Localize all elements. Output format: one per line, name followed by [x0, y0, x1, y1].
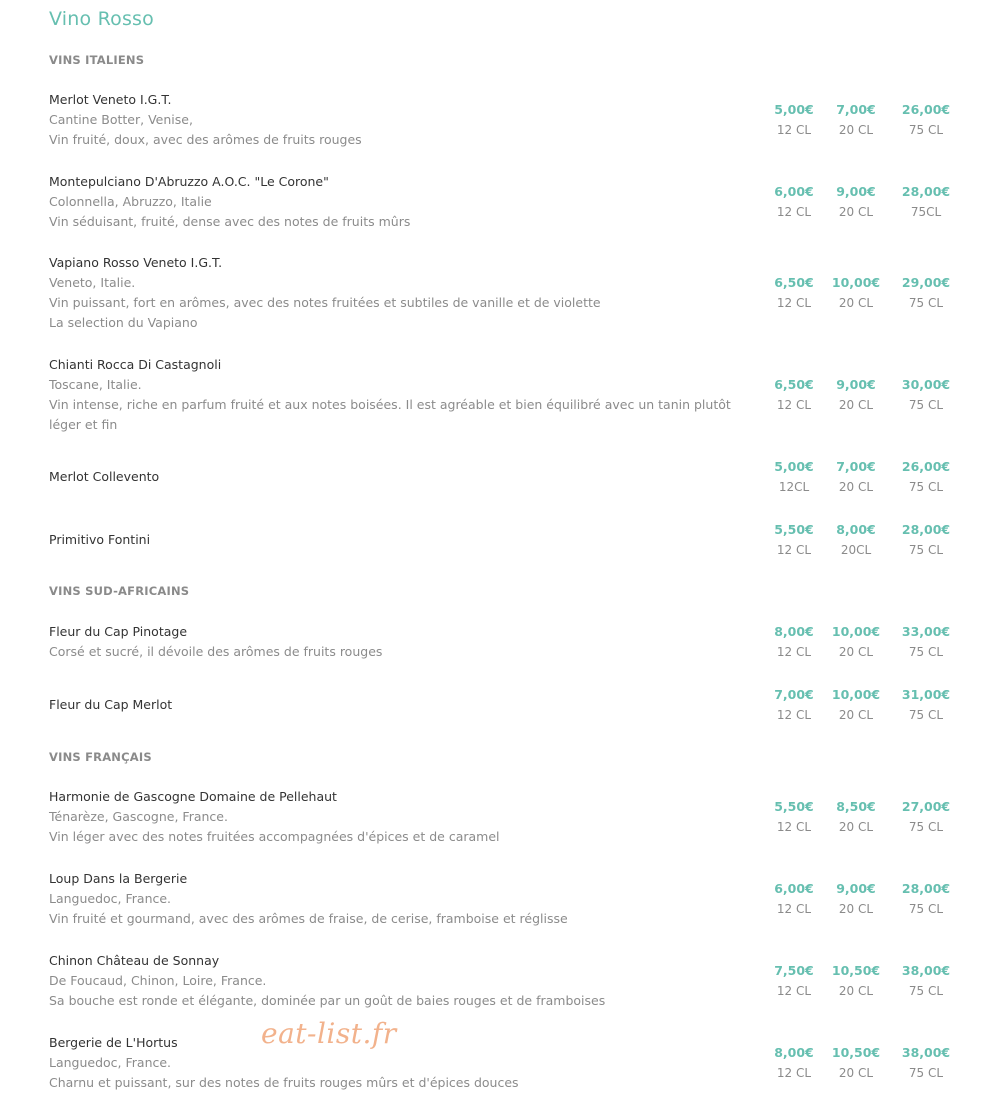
price-volume: 75 CL	[908, 398, 944, 412]
wine-description: Vin fruité, doux, avec des arômes de fruits rouges	[49, 132, 362, 147]
price-volume: 12 CL	[776, 543, 812, 557]
price-75cl	[893, 457, 959, 497]
price-volume: 12 CL	[776, 398, 812, 412]
price-75cl	[893, 375, 959, 415]
wine-name: Montepulciano D'Abruzzo A.O.C. "Le Corone"	[49, 174, 329, 189]
price-12cl	[761, 797, 827, 837]
wine-name: Primitivo Fontini	[49, 532, 151, 547]
wine-description: Sa bouche est ronde et élégante, dominée par un goût de baies rouges et de framboises	[49, 993, 606, 1008]
price-volume: 20 CL	[838, 820, 874, 834]
price-volume: 12 CL	[776, 708, 812, 722]
wine-origin: De Foucaud, Chinon, Loire, France.	[49, 973, 267, 988]
price-20cl	[823, 879, 889, 919]
price-volume: 20 CL	[838, 123, 874, 137]
price-volume: 75 CL	[908, 708, 944, 722]
price-amount: 10,50€	[831, 1045, 881, 1060]
price-volume: 75 CL	[908, 296, 944, 310]
price-volume: 20 CL	[838, 708, 874, 722]
section-heading-french: VINS FRANÇAIS	[49, 750, 152, 764]
price-75cl	[893, 273, 959, 313]
price-amount: 6,50€	[774, 377, 814, 392]
price-volume: 20 CL	[838, 205, 874, 219]
price-volume: 12 CL	[776, 645, 812, 659]
price-amount: 9,00€	[836, 184, 876, 199]
wine-origin: Veneto, Italie.	[49, 275, 136, 290]
price-volume: 75 CL	[908, 820, 944, 834]
wine-description: Corsé et sucré, il dévoile des arômes de fruits rouges	[49, 644, 383, 659]
price-amount: 7,00€	[836, 102, 876, 117]
price-75cl	[893, 1043, 959, 1083]
price-amount: 8,00€	[774, 624, 814, 639]
price-amount: 7,00€	[774, 687, 814, 702]
section-heading-south-african: VINS SUD-AFRICAINS	[49, 584, 190, 598]
price-volume: 12 CL	[776, 123, 812, 137]
wine-name: Loup Dans la Bergerie	[49, 871, 188, 886]
price-75cl	[893, 182, 959, 222]
wine-description: Vin séduisant, fruité, dense avec des notes de fruits mûrs	[49, 214, 411, 229]
section-heading-italian: VINS ITALIENS	[49, 53, 145, 67]
price-75cl	[893, 961, 959, 1001]
price-amount: 8,00€	[836, 522, 876, 537]
price-volume: 20 CL	[838, 296, 874, 310]
wine-name: Fleur du Cap Pinotage	[49, 624, 188, 639]
price-amount: 26,00€	[901, 102, 951, 117]
price-amount: 6,50€	[774, 275, 814, 290]
wine-note: La selection du Vapiano	[49, 315, 198, 330]
price-amount: 31,00€	[901, 687, 951, 702]
price-amount: 6,00€	[774, 881, 814, 896]
price-amount: 10,00€	[831, 624, 881, 639]
wine-origin: Languedoc, France.	[49, 1055, 172, 1070]
price-volume: 75 CL	[908, 480, 944, 494]
price-amount: 38,00€	[901, 1045, 951, 1060]
price-volume: 75 CL	[908, 645, 944, 659]
wine-description: Vin fruité et gourmand, avec des arômes de fraise, de cerise, framboise et réglisse	[49, 911, 568, 926]
price-volume: 75 CL	[908, 543, 944, 557]
price-12cl	[761, 685, 827, 725]
price-12cl	[761, 100, 827, 140]
price-amount: 30,00€	[901, 377, 951, 392]
wine-name: Bergerie de L'Hortus	[49, 1035, 178, 1050]
price-volume: 20 CL	[838, 398, 874, 412]
price-amount: 9,00€	[836, 377, 876, 392]
page-title: Vino Rosso	[49, 8, 154, 30]
price-amount: 10,00€	[831, 275, 881, 290]
price-volume: 75 CL	[908, 1066, 944, 1080]
price-amount: 28,00€	[901, 184, 951, 199]
price-amount: 28,00€	[901, 881, 951, 896]
price-12cl	[761, 457, 827, 497]
wine-description: Charnu et puissant, sur des notes de fruits rouges mûrs et d'épices douces	[49, 1075, 519, 1090]
wine-name: Harmonie de Gascogne Domaine de Pellehaut	[49, 789, 337, 804]
price-20cl	[823, 961, 889, 1001]
price-amount: 7,00€	[836, 459, 876, 474]
price-amount: 10,50€	[831, 963, 881, 978]
price-75cl	[893, 520, 959, 560]
price-amount: 33,00€	[901, 624, 951, 639]
price-12cl	[761, 375, 827, 415]
price-20cl	[823, 685, 889, 725]
price-20cl	[823, 1043, 889, 1083]
price-amount: 28,00€	[901, 522, 951, 537]
price-amount: 27,00€	[901, 799, 951, 814]
price-volume: 75 CL	[908, 984, 944, 998]
price-amount: 5,50€	[774, 799, 814, 814]
price-amount: 26,00€	[901, 459, 951, 474]
wine-name: Chianti Rocca Di Castagnoli	[49, 357, 222, 372]
price-amount: 5,00€	[774, 459, 814, 474]
watermark-text: eat-list.fr	[261, 1017, 397, 1050]
price-amount: 38,00€	[901, 963, 951, 978]
price-volume: 20 CL	[838, 645, 874, 659]
wine-name: Merlot Veneto I.G.T.	[49, 92, 172, 107]
price-amount: 5,50€	[774, 522, 814, 537]
price-volume: 75 CL	[908, 123, 944, 137]
price-20cl	[823, 182, 889, 222]
price-12cl	[761, 182, 827, 222]
price-volume: 12 CL	[776, 902, 812, 916]
price-20cl	[823, 457, 889, 497]
price-amount: 8,50€	[836, 799, 876, 814]
price-amount: 29,00€	[901, 275, 951, 290]
price-volume: 20 CL	[838, 902, 874, 916]
price-volume: 12 CL	[776, 296, 812, 310]
price-amount: 9,00€	[836, 881, 876, 896]
price-volume: 20 CL	[838, 1066, 874, 1080]
price-12cl	[761, 622, 827, 662]
price-volume: 12 CL	[776, 820, 812, 834]
price-75cl	[893, 797, 959, 837]
price-volume: 12 CL	[776, 984, 812, 998]
wine-origin: Toscane, Italie.	[49, 377, 142, 392]
price-volume: 75 CL	[908, 902, 944, 916]
price-amount: 7,50€	[774, 963, 814, 978]
price-75cl	[893, 879, 959, 919]
price-75cl	[893, 100, 959, 140]
price-volume: 20CL	[840, 543, 872, 557]
wine-origin: Cantine Botter, Venise,	[49, 112, 193, 127]
price-volume: 12CL	[778, 480, 810, 494]
price-12cl	[761, 273, 827, 313]
wine-description: Vin puissant, fort en arômes, avec des notes fruitées et subtiles de vanille et de violette	[49, 295, 601, 310]
wine-name: Fleur du Cap Merlot	[49, 697, 173, 712]
price-20cl	[823, 273, 889, 313]
wine-origin: Languedoc, France.	[49, 891, 172, 906]
price-20cl	[823, 520, 889, 560]
wine-origin: Ténarèze, Gascogne, France.	[49, 809, 228, 824]
price-12cl	[761, 879, 827, 919]
price-volume: 12 CL	[776, 205, 812, 219]
price-20cl	[823, 375, 889, 415]
price-volume: 20 CL	[838, 984, 874, 998]
price-amount: 5,00€	[774, 102, 814, 117]
price-12cl	[761, 520, 827, 560]
price-amount: 8,00€	[774, 1045, 814, 1060]
price-20cl	[823, 100, 889, 140]
wine-description: Vin léger avec des notes fruitées accompagnées d'épices et de caramel	[49, 829, 500, 844]
price-20cl	[823, 622, 889, 662]
price-12cl	[761, 961, 827, 1001]
price-20cl	[823, 797, 889, 837]
wine-name: Vapiano Rosso Veneto I.G.T.	[49, 255, 223, 270]
price-75cl	[893, 685, 959, 725]
price-amount: 10,00€	[831, 687, 881, 702]
price-volume: 75CL	[910, 205, 942, 219]
wine-name: Merlot Collevento	[49, 469, 160, 484]
wine-name: Chinon Château de Sonnay	[49, 953, 220, 968]
price-volume: 12 CL	[776, 1066, 812, 1080]
price-12cl	[761, 1043, 827, 1083]
price-amount: 6,00€	[774, 184, 814, 199]
price-volume: 20 CL	[838, 480, 874, 494]
price-75cl	[893, 622, 959, 662]
wine-origin: Colonnella, Abruzzo, Italie	[49, 194, 212, 209]
wine-description: Vin intense, riche en parfum fruité et aux notes boisées. Il est agréable et bien équilibré avec un tanin plutôt léger et fin	[49, 397, 731, 432]
